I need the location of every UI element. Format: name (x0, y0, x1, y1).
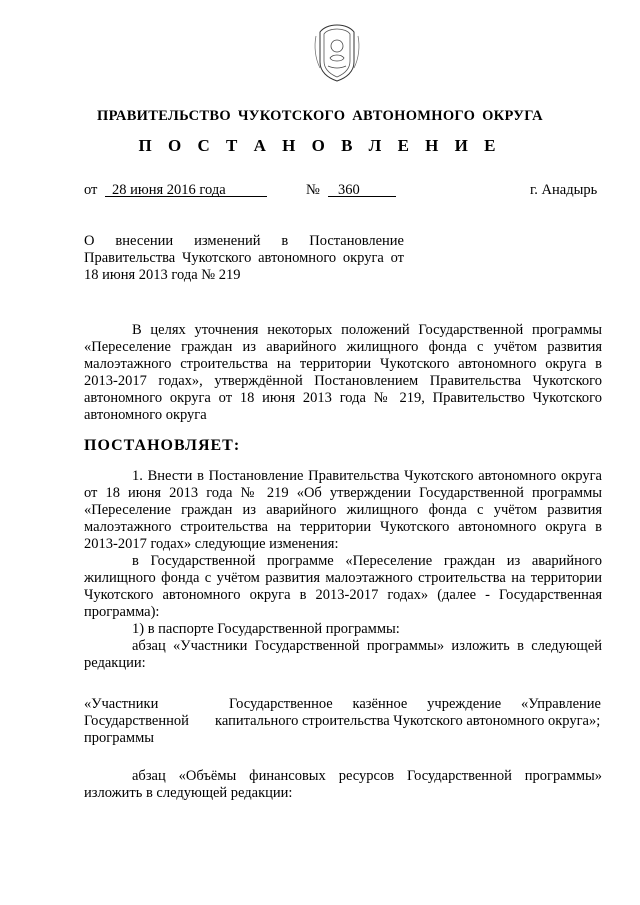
document-type-title: П О С Т А Н О В Л Е Н И Е (138, 136, 502, 155)
number-underline (328, 196, 396, 197)
participants-label-cell: «Участники Государственной программы (84, 696, 189, 746)
item-paragraph-4: абзац «Участники Государственной программы» изложить в следующей редакции: (84, 638, 602, 671)
document-city: г. Анадырь (530, 182, 598, 198)
item-paragraph-3: 1) в паспорте Государственной программы: (132, 621, 400, 637)
decree-items (84, 468, 602, 672)
organization-name: ПРАВИТЕЛЬСТВО ЧУКОТСКОГО АВТОНОМНОГО ОКРУГА (97, 108, 543, 124)
participants-value-cell: Государственное казённое учреждение «Управление капитального строительства Чукотского автономного округа»; (215, 696, 601, 729)
preamble-paragraph: В целях уточнения некоторых положений Государственной программы «Переселение граждан из аварийного жилищного фонда с учётом развития малоэтажного строительства на территории Чукотского автономного округа в 2013-2017 годах», утверждённой Постановлением Правительства Чукотского автономного округа от 18 июня 2013 года № 219, Правительство Чукотского автономного округа (84, 322, 602, 423)
document-number: 360 (338, 182, 360, 198)
item-paragraph-1: 1. Внести в Постановление Правительства Чукотского автономного округа от 18 июня 2013 года № 219 «Об утверждении Государственной программы «Переселение граждан из аварийного жилищного фонда с учётом развития малоэтажного строительства на территории Чукотского автономного округа в 2013-2017 годах» следующие изменения: (84, 468, 602, 552)
chukotka-coat-of-arms-icon (312, 22, 362, 84)
number-label: № (306, 182, 320, 198)
preamble-block (84, 322, 602, 424)
document-subject: О внесении изменений в Постановление Правительства Чукотского автономного округа от 18 июня 2013 года № 219 (84, 233, 404, 283)
closing-block (84, 768, 602, 802)
document-date: 28 июня 2016 года (112, 182, 226, 198)
decree-word: ПОСТАНОВЛЯЕТ: (84, 437, 241, 454)
date-from-label: от (84, 182, 98, 198)
item-paragraph-2: в Государственной программе «Переселение граждан из аварийного жилищного фонда с учётом развития малоэтажного строительства на территории Чукотского автономного округа в 2013-2017 годах» (далее - Государственная программа): (84, 553, 602, 620)
closing-paragraph: абзац «Объёмы финансовых ресурсов Государственной программы» изложить в следующей редакции: (84, 768, 602, 801)
coat-of-arms-emblem (312, 22, 362, 84)
date-underline (105, 196, 267, 197)
